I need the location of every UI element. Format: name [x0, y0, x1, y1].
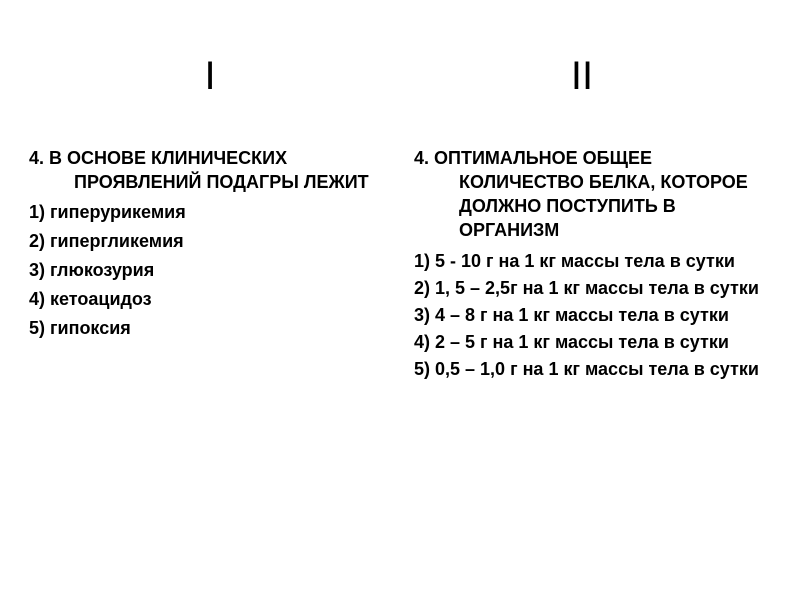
- question-title: 4. В ОСНОВЕ КЛИНИЧЕСКИХ ПРОЯВЛЕНИЙ ПОДАГРЫ ЛЕЖИТ: [29, 148, 369, 192]
- question-title: 4. ОПТИМАЛЬНОЕ ОБЩЕЕ КОЛИЧЕСТВО БЕЛКА, КОТОРОЕ ДОЛЖНО ПОСТУПИТЬ В ОРГАНИЗМ: [414, 148, 748, 240]
- answer-option: 1) 5 - 10 г на 1 кг массы тела в сутки: [414, 251, 735, 271]
- answer-option: 2) 1, 5 – 2,5г на 1 кг массы тела в сутки: [414, 278, 759, 298]
- answer-option: 3) глюкозурия: [29, 260, 155, 280]
- answer-option: 2) гипергликемия: [29, 231, 184, 251]
- answer-option: 3) 4 – 8 г на 1 кг массы тела в сутки: [414, 305, 729, 325]
- answer-option: 5) 0,5 – 1,0 г на 1 кг массы тела в сутки: [414, 359, 759, 379]
- answer-option: 4) кетоацидоз: [29, 289, 152, 309]
- answer-options: [414, 248, 764, 382]
- answer-option: 4) 2 – 5 г на 1 кг массы тела в сутки: [414, 332, 729, 352]
- answer-option: 1) гиперурикемия: [29, 202, 186, 222]
- column-ii: [414, 146, 764, 383]
- answer-options: [29, 200, 369, 340]
- answer-option: 5) гипоксия: [29, 318, 131, 338]
- column-header-i: I: [204, 54, 216, 98]
- column-header-ii: II: [570, 54, 594, 98]
- column-i: [29, 146, 369, 345]
